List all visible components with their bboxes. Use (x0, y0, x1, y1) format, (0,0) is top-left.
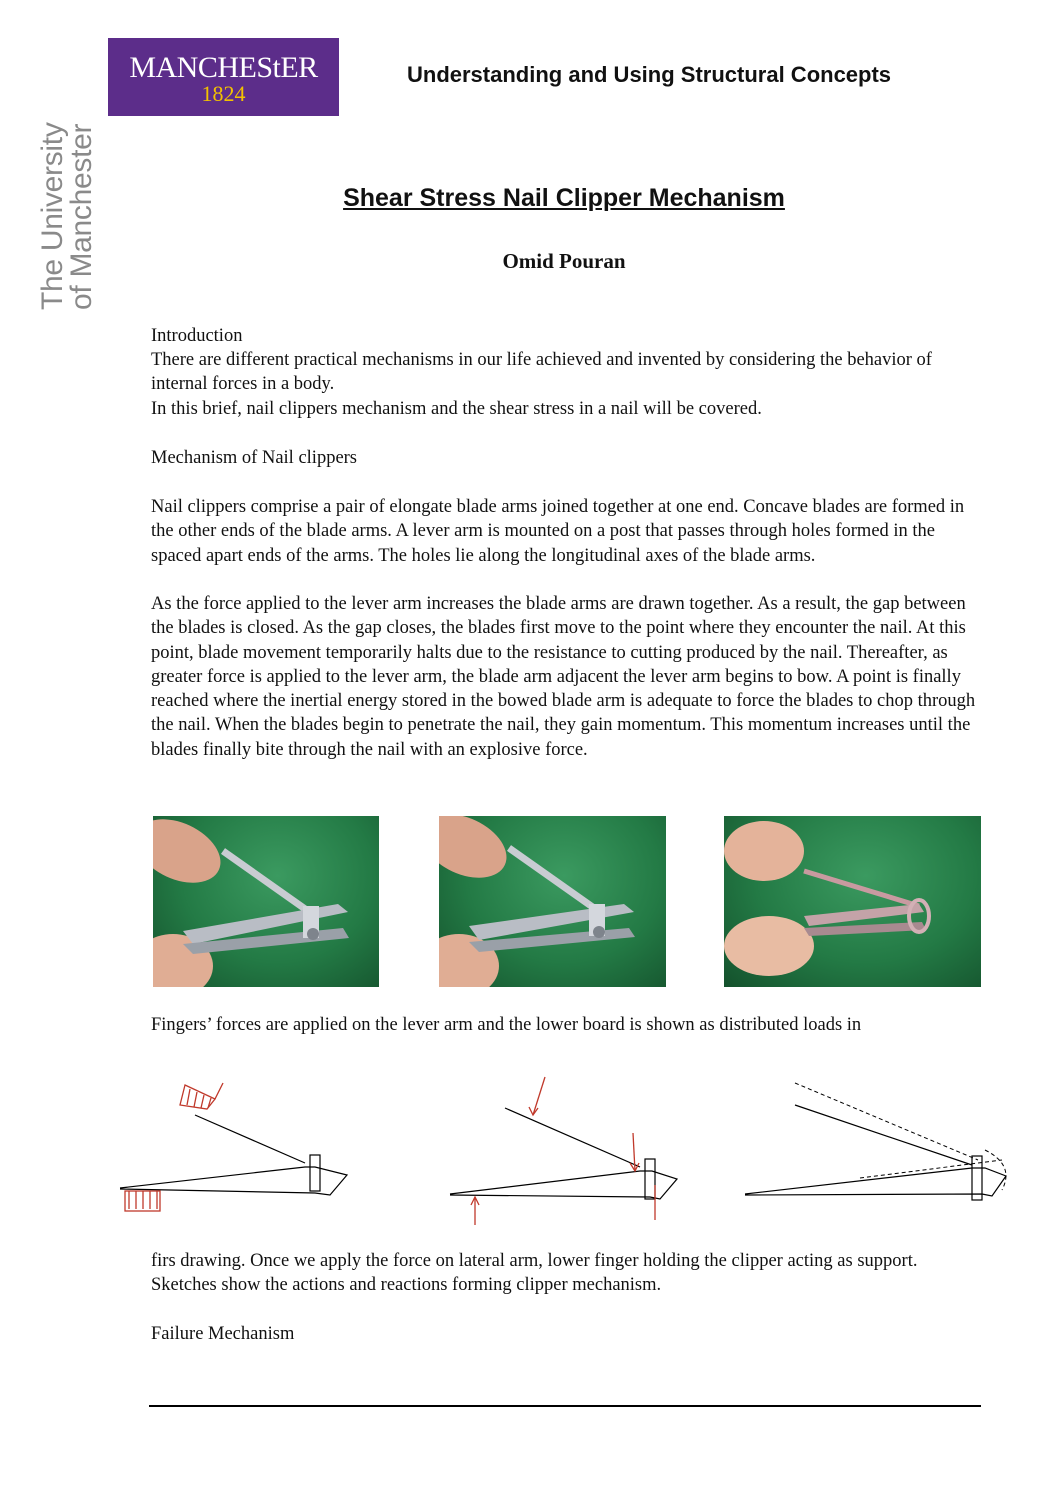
sketch-distributed-loads (115, 1075, 365, 1215)
figure-caption-part2: firs drawing. Once we apply the force on lateral arm, lower finger holding the clipper acting as support. Sketches show the actions and reactions forming clipper mechanism. (151, 1251, 918, 1296)
logo-name: MANCHEStER (129, 51, 318, 84)
intro-paragraph-1: There are different practical mechanisms in our life achieved and invented by considering the behavior of internal forces in a body. (151, 350, 932, 395)
intro-heading: Introduction (151, 326, 243, 346)
vertical-university-name (38, 120, 96, 310)
failure-heading: Failure Mechanism (151, 1324, 295, 1344)
mechanism-heading: Mechanism of Nail clippers (151, 448, 358, 468)
clipper-photo-1 (153, 816, 379, 987)
logo-year: 1824 (201, 81, 246, 106)
intro-paragraph-2: In this brief, nail clippers mechanism and the shear stress in a nail will be covered. (151, 399, 762, 419)
document-title: Shear Stress Nail Clipper Mechanism (343, 184, 785, 212)
vertical-name-line2: of Manchester (65, 123, 98, 310)
clipper-photo-2 (439, 816, 666, 987)
footer-divider (149, 1405, 981, 1407)
clipper-photo-3 (724, 816, 981, 987)
author-name: Omid Pouran (502, 249, 626, 273)
vertical-name-line1: The University (36, 122, 69, 310)
sketch-deformed-shape (740, 1080, 1020, 1210)
mechanism-paragraph-2: As the force applied to the lever arm increases the blade arms are drawn together. As a result, the gap between the blades is closed. As the gap closes, the blades first move to the point where they encounter the nail. At this point, blade movement temporarily halts due to the resistance to cutting produced by the nail. Thereafter, as greater force is applied to the lever arm, the blade arm adjacent the lever arm begins to bow. A point is finally reached where the inertial energy stored in the bowed blade arm is adequate to force the blades to chop through the nail. When the blades begin to penetrate the nail, they gain momentum. This momentum increases until the blades finally bite through the nail with an explosive force. (151, 594, 976, 760)
mechanism-paragraph-1: Nail clippers comprise a pair of elongate blade arms joined together at one end. Concave blades are formed in the other ends of the blade arms. A lever arm is mounted on a post that passes through holes formed in the spaced apart ends of the arms. The holes lie along the longitudinal axes of the blade arms. (151, 497, 965, 566)
header-title: Understanding and Using Structural Concepts (407, 62, 892, 87)
sketch-point-forces (445, 1075, 685, 1225)
figure-caption-part1: Fingers’ forces are applied on the lever arm and the lower board is shown as distributed loads in (151, 1015, 862, 1035)
university-logo (108, 38, 339, 116)
